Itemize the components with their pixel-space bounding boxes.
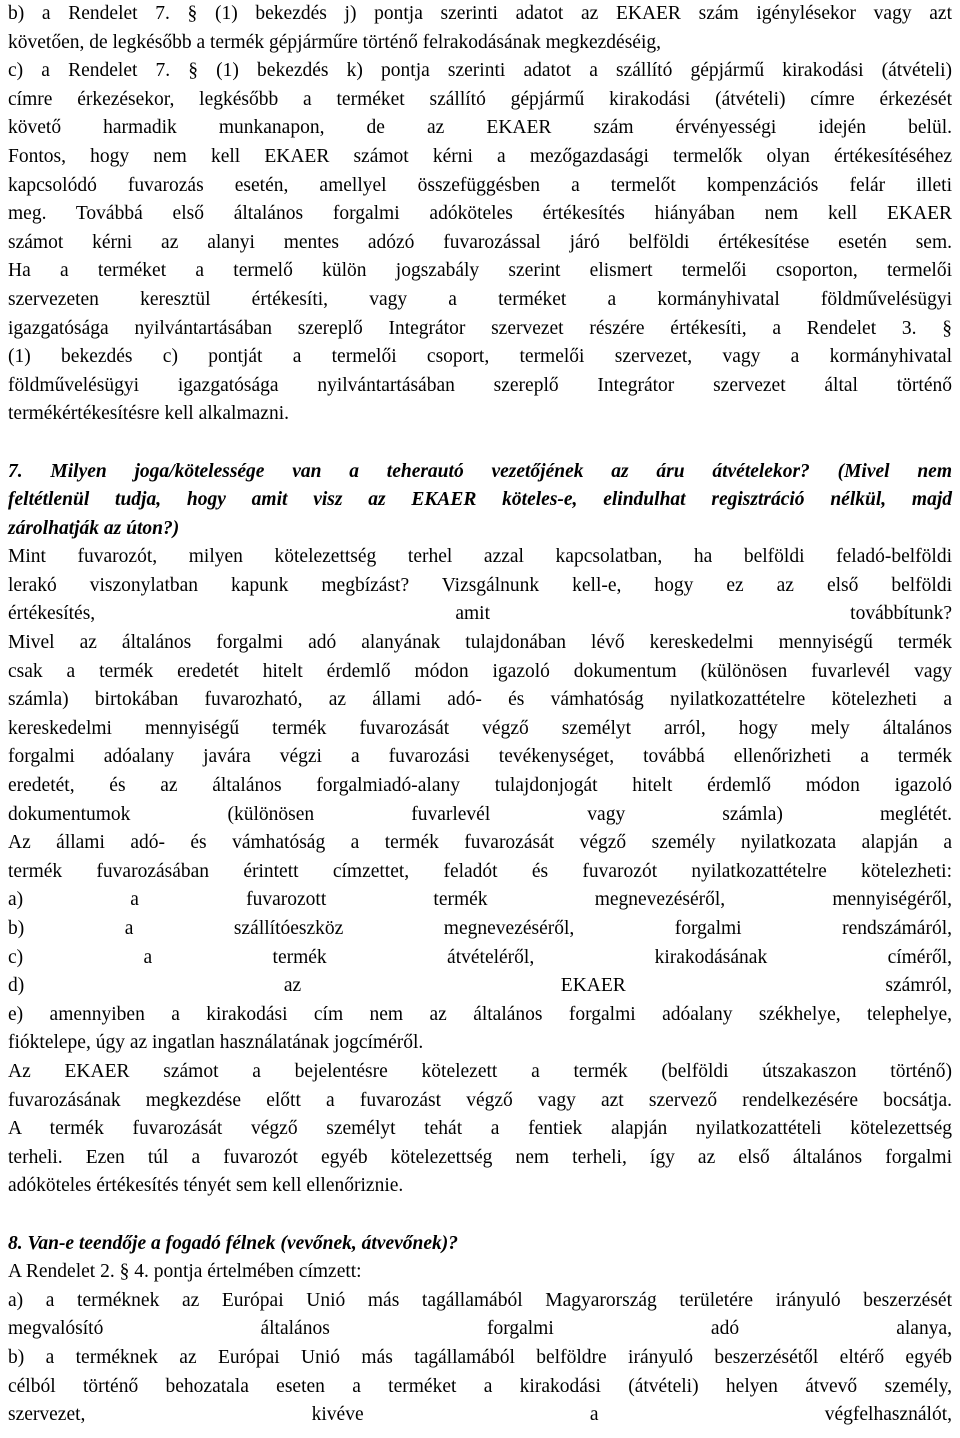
paragraph-gap (8, 1201, 952, 1230)
text-line: b) a terméknek az Európai Unió más tagállamából belföldre irányuló beszerzésétől eltérő egyéb (8, 1346, 952, 1368)
text-line: a) a terméknek az Európai Unió más tagállamából Magyarország területére irányuló beszerzését (8, 1289, 952, 1311)
text-line: dokumentumok (különösen fuvarlevél vagy számla) meglétét. (8, 803, 952, 825)
list-item: fióktelepe, úgy az ingatlan használatának jogcíméről. (8, 1032, 424, 1054)
text-line: kereskedelmi mennyiségű termék fuvarozását végző személyt arról, hogy mely általános (8, 717, 952, 739)
text-line: c) a Rendelet 7. § (1) bekezdés k) pontja szerinti adatot a szállító gépjármű kirakodási (átvételi) (8, 60, 952, 82)
text-line: lerakó viszonylatban kapunk megbízást? Vizsgálnunk kell-e, hogy ez az első belföldi (8, 574, 952, 596)
text-line: adóköteles értékesítés tényét sem kell ellenőriznie. (8, 1175, 404, 1197)
text-line: Az EKAER számot a bejelentésre kötelezett a termék (belföldi útszakaszon történő) (8, 1060, 952, 1082)
list-item: c) a termék átvételéről, kirakodásának címéről, (8, 946, 952, 968)
paragraph-gap (8, 429, 952, 458)
text-line: b) a Rendelet 7. § (1) bekezdés j) pontja szerinti adatot az EKAER szám igénylésekor vagy azt (8, 3, 952, 24)
text-line: meg. Továbbá első általános forgalmi adóköteles értékesítés hiányában nem kell EKAER (8, 203, 952, 225)
text-line: terheli. Ezen túl a fuvarozót egyéb kötelezettség nem terheli, így az első általános forgalmi (8, 1146, 952, 1168)
text-line: igazgatósága nyilvántartásában szereplő Integrátor szervezet részére értékesíti, a Rendelet 3. § (8, 317, 952, 339)
text-line: fuvarozásának megkezdése előtt a fuvarozást végző vagy azt szervező rendelkezésére bocsátja. (8, 1089, 952, 1111)
text-line: értékesítés, amit továbbítunk? (8, 603, 952, 625)
text-line: megvalósító általános forgalmi adó alanya, (8, 1318, 952, 1340)
text-line: Fontos, hogy nem kell EKAER számot kérni a mezőgazdasági termelők olyan értékesítéséhez (8, 145, 952, 167)
text-line: (1) bekezdés c) pontját a termelői csoport, termelői szervezet, vagy a kormányhivatal (8, 346, 952, 368)
text-line: eredetét, és az általános forgalmiadó-alany tulajdonjogát hitelt érdemlő módon igazoló (8, 775, 952, 797)
text-line: számot kérni az alanyi mentes adózó fuvarozással járó belföldi értékesítése esetén sem. (8, 231, 952, 253)
text-line: kapcsolódó fuvarozás esetén, amellyel összefüggésben a termelőt kompenzációs felár illeti (8, 174, 952, 196)
text-line: követő harmadik munkanapon, de az EKAER szám érvényességi idején belül. (8, 117, 952, 139)
section-heading: zárolhatják az úton?) (8, 517, 180, 539)
list-item: b) a szállítóeszköz megnevezéséről, forgalmi rendszámáról, (8, 918, 952, 939)
text-line: Ha a terméket a termelő külön jogszabály szerint elismert termelői csoporton, termelői (8, 260, 952, 282)
text-line: szervezet, kivéve a végfelhasználót, (8, 1404, 952, 1426)
text-line: Mint fuvarozót, milyen kötelezettség terhel azzal kapcsolatban, ha belföldi feladó-belföldi (8, 546, 952, 568)
text-line: termék fuvarozásában érintett címzettet, feladót és fuvarozót nyilatkozattételre kötelezheti: (8, 860, 952, 882)
text-line: szervezeten keresztül értékesíti, vagy a terméket a kormányhivatal földművelésügyi (8, 288, 952, 310)
text-line: csak a termék eredetét hitelt érdemlő módon igazoló dokumentum (különösen fuvarlevél vagy (8, 660, 952, 682)
text-line: termékértékesítésre kell alkalmazni. (8, 403, 289, 425)
text-line: címre érkezésekor, legkésőbb a terméket szállító gépjármű kirakodási (átvételi) címre érkezését (8, 88, 952, 110)
text-line: földművelésügyi igazgatósága nyilvántartásában szereplő Integrátor szervezet által történő (8, 374, 952, 396)
text-line: A Rendelet 2. § 4. pontja értelmében címzett: (8, 1261, 362, 1283)
text-line: követően, de legkésőbb a termék gépjárműre történő felrakodásának megkezdéséig, (8, 31, 661, 53)
section-heading: feltétlenül tudja, hogy amit visz az EKAER köteles-e, elindulhat regisztráció nélkül, majd (8, 489, 952, 511)
list-item: e) amennyiben a kirakodási cím nem az általános forgalmi adóalany székhelye, telephelye, (8, 1003, 952, 1025)
text-line: A termék fuvarozását végző személyt tehát a fentiek alapján nyilatkozattételi kötelezettség (8, 1118, 952, 1140)
list-item: d) az EKAER számról, (8, 975, 952, 997)
list-item: a) a fuvarozott termék megnevezéséről, mennyiségéről, (8, 889, 952, 911)
section-heading: 8. Van-e teendője a fogadó félnek (vevőnek, átvevőnek)? (8, 1232, 459, 1254)
text-line: Az állami adó- és vámhatóság a termék fuvarozását végző személy nyilatkozata alapján a (8, 832, 952, 854)
text-line: forgalmi adóalany javára végzi a fuvarozási tevékenységet, továbbá ellenőrizheti a termék (8, 746, 952, 768)
section-heading: 7. Milyen joga/kötelessége van a teherautó vezetőjének az áru átvételekor? (Mivel nem (8, 460, 952, 482)
text-line: számla) birtokában fuvarozható, az állami adó- és vámhatóság nyilatkozattételre kötelezheti a (8, 689, 952, 711)
text-line: Mivel az általános forgalmi adó alanyának tulajdonában lévő kereskedelmi mennyiségű termék (8, 632, 952, 654)
text-line: célból történő behozatala eseten a terméket a kirakodási (átvételi) helyen átvevő személy, (8, 1375, 952, 1397)
